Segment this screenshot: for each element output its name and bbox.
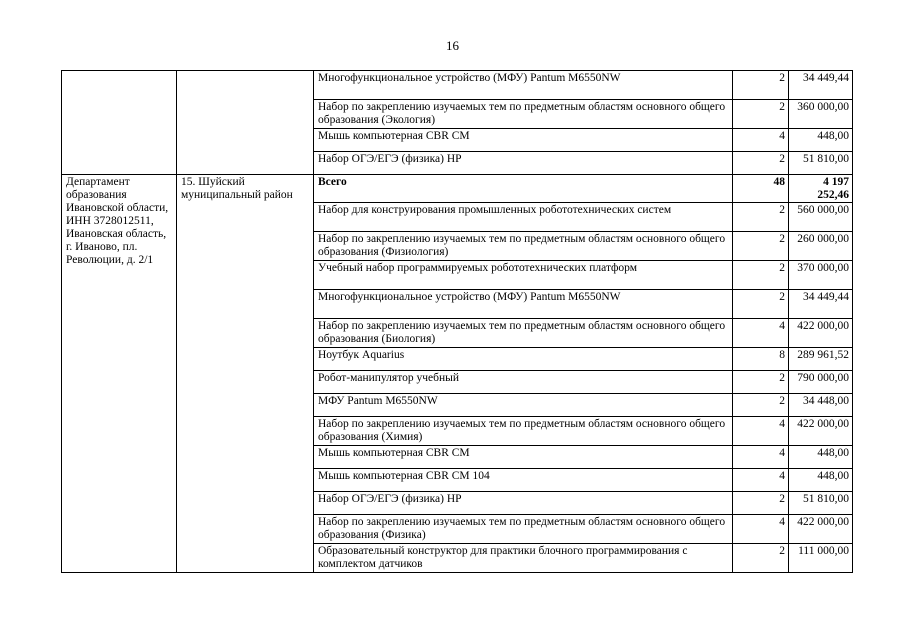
item-qty: 2 [733,371,789,394]
district-cell-empty [177,71,314,175]
item-qty: 4 [733,469,789,492]
item-sum: 51 810,00 [789,152,853,175]
item-name: Набор по закреплению изучаемых тем по предметным областям основного общего образования (Биология) [314,319,733,348]
item-name: Набор по закреплению изучаемых тем по предметным областям основного общего образования (Химия) [314,417,733,446]
item-sum: 422 000,00 [789,417,853,446]
item-name: Робот-манипулятор учебный [314,371,733,394]
item-name: Набор по закреплению изучаемых тем по предметным областям основного общего образования (Экология) [314,100,733,129]
item-name: Набор по закреплению изучаемых тем по предметным областям основного общего образования (Физиология) [314,232,733,261]
item-qty: 2 [733,152,789,175]
item-name: Ноутбук Aquarius [314,348,733,371]
item-name: Набор для конструирования промышленных робототехнических систем [314,203,733,232]
item-name: Многофункциональное устройство (МФУ) Pantum M6550NW [314,71,733,100]
total-sum: 4 197 252,46 [789,175,853,203]
item-sum: 422 000,00 [789,515,853,544]
item-name: Набор по закреплению изучаемых тем по предметным областям основного общего образования (Физика) [314,515,733,544]
item-sum: 289 961,52 [789,348,853,371]
item-sum: 111 000,00 [789,544,853,573]
page-number: 16 [446,38,459,53]
item-qty: 4 [733,129,789,152]
item-qty: 4 [733,319,789,348]
item-qty: 4 [733,515,789,544]
item-sum: 560 000,00 [789,203,853,232]
item-qty: 2 [733,203,789,232]
item-qty: 2 [733,100,789,129]
department-cell: Департамент образования Ивановской области, ИНН 3728012511, Ивановская область, г. Иваново, пл. Революции, д. 2/1 [62,175,177,573]
item-sum: 360 000,00 [789,100,853,129]
item-name: Учебный набор программируемых робототехнических платформ [314,261,733,290]
item-qty: 4 [733,446,789,469]
item-qty: 2 [733,394,789,417]
item-sum: 422 000,00 [789,319,853,348]
item-name: Образовательный конструктор для практики блочного программирования с комплектом датчиков [314,544,733,573]
item-name: Набор ОГЭ/ЕГЭ (физика) HP [314,492,733,515]
item-name: Мышь компьютерная CBR CM [314,446,733,469]
item-qty: 2 [733,492,789,515]
item-sum: 260 000,00 [789,232,853,261]
department-cell-empty [62,71,177,175]
item-name: Многофункциональное устройство (МФУ) Pantum M6550NW [314,290,733,319]
item-sum: 51 810,00 [789,492,853,515]
item-sum: 448,00 [789,446,853,469]
item-name: Набор ОГЭ/ЕГЭ (физика) HP [314,152,733,175]
item-name: Мышь компьютерная CBR CM 104 [314,469,733,492]
item-qty: 2 [733,71,789,100]
item-qty: 2 [733,261,789,290]
table-row-total [62,175,853,203]
item-sum: 34 449,44 [789,71,853,100]
total-qty: 48 [733,175,789,203]
item-qty: 2 [733,290,789,319]
item-qty: 2 [733,544,789,573]
item-name: МФУ Pantum M6550NW [314,394,733,417]
item-sum: 448,00 [789,469,853,492]
total-label: Всего [314,175,733,203]
item-sum: 370 000,00 [789,261,853,290]
item-qty: 8 [733,348,789,371]
equipment-table [61,70,853,573]
item-sum: 34 449,44 [789,290,853,319]
item-sum: 790 000,00 [789,371,853,394]
item-qty: 4 [733,417,789,446]
item-sum: 34 448,00 [789,394,853,417]
district-cell: 15. Шуйский муниципальный район [177,175,314,573]
table-row [62,71,853,100]
item-name: Мышь компьютерная CBR CM [314,129,733,152]
item-sum: 448,00 [789,129,853,152]
item-qty: 2 [733,232,789,261]
